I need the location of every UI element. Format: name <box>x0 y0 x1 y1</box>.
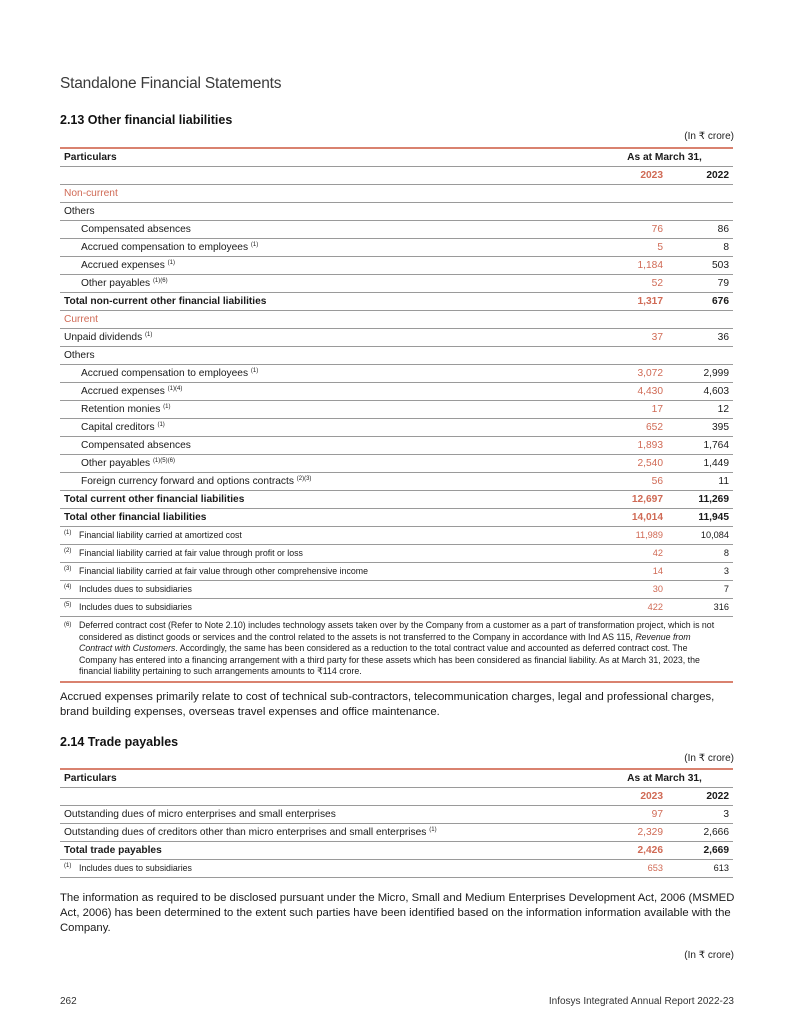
footnote-value-2023: 11,989 <box>596 527 667 545</box>
row-label <box>60 419 596 437</box>
table-row <box>60 239 733 257</box>
value-2023: 56 <box>596 473 667 491</box>
value-2023: 37 <box>596 329 667 347</box>
value-2022 <box>667 203 733 221</box>
value-2022: 86 <box>667 221 733 239</box>
table-row <box>60 401 733 419</box>
row-label-text: Compensated absences <box>81 440 191 451</box>
row-label-text: Other payables <box>81 458 151 469</box>
row-label <box>60 455 596 473</box>
footnote-value-2023: 653 <box>596 860 667 878</box>
value-2023 <box>596 311 667 329</box>
footnote-value-2022: 316 <box>667 599 733 617</box>
note-text-italic: Revenue from Contract with Customers <box>79 631 691 653</box>
col-particulars: Particulars <box>60 148 596 167</box>
unit-label: (In ₹ crore) <box>684 131 734 142</box>
value-2023 <box>596 203 667 221</box>
footnote-key: (2) <box>64 548 72 554</box>
value-2022: 1,764 <box>667 437 733 455</box>
row-label-text: Total non-current other financial liabilities <box>64 296 267 307</box>
section-title-other-financial-liabilities: 2.13 Other financial liabilities <box>60 113 233 127</box>
footnote-label <box>60 581 596 599</box>
section-title-trade-payables: 2.14 Trade payables <box>60 735 179 749</box>
value-2023: 14,014 <box>596 509 667 527</box>
footnote-ref: (1) <box>145 332 153 338</box>
value-2022: 4,603 <box>667 383 733 401</box>
table-year-row <box>60 788 733 806</box>
value-2022: 2,999 <box>667 365 733 383</box>
table-row <box>60 473 733 491</box>
row-label-text: Others <box>64 350 95 361</box>
footnote-label <box>60 545 596 563</box>
row-label <box>60 806 596 824</box>
row-label-text: Accrued expenses <box>81 260 165 271</box>
footnote-ref: (1)(4) <box>167 386 183 392</box>
value-2023: 12,697 <box>596 491 667 509</box>
row-label-text: Accrued expenses <box>81 386 165 397</box>
table-row <box>60 509 733 527</box>
row-label <box>60 257 596 275</box>
value-2023: 17 <box>596 401 667 419</box>
footnote-ref: (1) <box>163 404 171 410</box>
footnote-ref: (1) <box>167 260 176 266</box>
row-label <box>60 491 596 509</box>
row-label <box>60 383 596 401</box>
value-2022: 1,449 <box>667 455 733 473</box>
footnote-ref: (2)(3) <box>296 476 312 482</box>
table-row <box>60 383 733 401</box>
table-row <box>60 347 733 365</box>
unit-label-3: (In ₹ crore) <box>684 950 734 961</box>
page-header-title: Standalone Financial Statements <box>60 75 282 92</box>
row-label <box>60 437 596 455</box>
row-label-text: Accrued compensation to employees <box>81 368 249 379</box>
col-year-2022: 2022 <box>667 167 733 185</box>
table-row <box>60 455 733 473</box>
footnote-ref: (1) <box>250 242 259 248</box>
footnote-label <box>60 860 596 878</box>
table-row <box>60 419 733 437</box>
value-2022: 12 <box>667 401 733 419</box>
table-year-row <box>60 167 733 185</box>
value-2023: 1,893 <box>596 437 667 455</box>
footnote-text: Includes dues to subsidiaries <box>79 863 192 873</box>
footnote-label <box>60 599 596 617</box>
row-label-text: Other payables <box>81 278 151 289</box>
value-2023: 1,317 <box>596 293 667 311</box>
footnote-value-2023: 14 <box>596 563 667 581</box>
col-year-2023: 2023 <box>596 167 667 185</box>
footnote-text: Financial liability carried at fair value through profit or loss <box>79 548 303 558</box>
footnote-text: Includes dues to subsidiaries <box>79 602 192 612</box>
footnote-row <box>60 563 733 581</box>
row-label-text: Non-current <box>64 188 118 199</box>
footnote-key: (1) <box>64 863 72 869</box>
value-2022: 395 <box>667 419 733 437</box>
footnote-ref: (1)(5)(6) <box>152 458 175 464</box>
report-title: Infosys Integrated Annual Report 2022-23 <box>548 996 734 1007</box>
value-2022: 8 <box>667 239 733 257</box>
row-label <box>60 401 596 419</box>
footnote-row <box>60 527 733 545</box>
row-label <box>60 203 596 221</box>
footnote-row <box>60 581 733 599</box>
col-year-2023: 2023 <box>596 788 667 806</box>
footnote-value-2022: 8 <box>667 545 733 563</box>
table-row <box>60 293 733 311</box>
paragraph-msmed: The information as required to be disclosed pursuant under the Micro, Small and Medium Enterprises Development Act, 2006 (MSMED Act, 2006) has been determined to the extent such parties have been identified based on the information information available with the Company. <box>60 892 735 934</box>
row-label-text: Retention monies <box>81 404 161 415</box>
footnote-row <box>60 545 733 563</box>
unit-label-2: (In ₹ crore) <box>684 753 734 764</box>
row-label <box>60 842 596 860</box>
row-label-text: Total current other financial liabilities <box>64 494 245 505</box>
row-label-text: Outstanding dues of micro enterprises and small enterprises <box>64 809 336 820</box>
footnote-note-body <box>79 620 724 678</box>
value-2023: 652 <box>596 419 667 437</box>
footnote-label <box>60 527 596 545</box>
value-2023: 97 <box>596 806 667 824</box>
value-2023: 52 <box>596 275 667 293</box>
row-label-text: Outstanding dues of creditors other than micro enterprises and small enterprises <box>64 827 427 838</box>
trade-payables-table <box>60 768 733 878</box>
footnote-key: (5) <box>64 602 72 608</box>
footnote-ref: (1)(6) <box>152 278 168 284</box>
row-label <box>60 221 596 239</box>
table-row <box>60 275 733 293</box>
row-label-text: Foreign currency forward and options contracts <box>81 476 294 487</box>
table-row <box>60 491 733 509</box>
page-number: 262 <box>60 996 77 1007</box>
footnote-key: (1) <box>64 530 72 536</box>
row-label-text: Others <box>64 206 95 217</box>
row-label-text: Accrued compensation to employees <box>81 242 249 253</box>
table-row <box>60 329 733 347</box>
table-row <box>60 824 733 842</box>
other-financial-liabilities-table <box>60 147 733 683</box>
table-row <box>60 221 733 239</box>
row-label <box>60 311 596 329</box>
row-label-text: Total trade payables <box>64 845 162 856</box>
footnote-ref: (1) <box>429 827 437 833</box>
footnote-value-2022: 10,084 <box>667 527 733 545</box>
footnote-value-2023: 422 <box>596 599 667 617</box>
table-row <box>60 311 733 329</box>
value-2023: 3,072 <box>596 365 667 383</box>
row-label <box>60 185 596 203</box>
table-header-row <box>60 148 733 167</box>
footnote-text: Includes dues to subsidiaries <box>79 584 192 594</box>
value-2022: 2,669 <box>667 842 733 860</box>
row-label <box>60 329 596 347</box>
value-2022: 676 <box>667 293 733 311</box>
value-2022: 3 <box>667 806 733 824</box>
row-label <box>60 473 596 491</box>
col-particulars: Particulars <box>60 769 596 788</box>
value-2023: 2,329 <box>596 824 667 842</box>
footnote-label <box>60 563 596 581</box>
row-label-text: Capital creditors <box>81 422 155 433</box>
table-row <box>60 185 733 203</box>
footnote-key: (3) <box>64 566 72 572</box>
value-2023: 2,426 <box>596 842 667 860</box>
table-row <box>60 203 733 221</box>
value-2023: 1,184 <box>596 257 667 275</box>
row-label-text: Unpaid dividends <box>64 332 143 343</box>
footnote-value-2023: 30 <box>596 581 667 599</box>
value-2023 <box>596 185 667 203</box>
footnote-value-2022: 613 <box>667 860 733 878</box>
footnote-note-row <box>60 617 733 682</box>
row-label <box>60 365 596 383</box>
value-2022: 2,666 <box>667 824 733 842</box>
footnote-key: (6) <box>64 622 72 628</box>
col-as-at: As at March 31, <box>596 148 733 167</box>
row-label-text: Compensated absences <box>81 224 191 235</box>
value-2023 <box>596 347 667 365</box>
row-label <box>60 293 596 311</box>
value-2022: 11,269 <box>667 491 733 509</box>
value-2022: 11 <box>667 473 733 491</box>
col-year-2022: 2022 <box>667 788 733 806</box>
value-2023: 76 <box>596 221 667 239</box>
value-2022 <box>667 185 733 203</box>
footnote-text: Financial liability carried at amortized cost <box>79 530 242 540</box>
table-row <box>60 257 733 275</box>
table-row <box>60 842 733 860</box>
footnote-value-2023: 42 <box>596 545 667 563</box>
value-2022 <box>667 347 733 365</box>
footnote-row <box>60 599 733 617</box>
value-2022 <box>667 311 733 329</box>
note-text: . Accordingly, the same has been considered as a reduction to the total contract value and accounted as deferred contract cost. The Company has entered into a financing arrangement with a third party for these assets which has been considered as financial liability. As at March 31, 2023, the financial liability pertaining to such arrangements amounts to ₹114 crore. <box>79 643 700 676</box>
footnote-value-2022: 3 <box>667 563 733 581</box>
row-label <box>60 509 596 527</box>
table-row <box>60 806 733 824</box>
footnote-ref: (1) <box>157 422 165 428</box>
value-2022: 36 <box>667 329 733 347</box>
value-2023: 4,430 <box>596 383 667 401</box>
value-2022: 503 <box>667 257 733 275</box>
row-label-text: Total other financial liabilities <box>64 512 207 523</box>
paragraph-accrued-expenses: Accrued expenses primarily relate to cost of technical sub-contractors, telecommunication charges, legal and professional charges, brand building expenses, overseas travel expenses and office maintenance. <box>60 691 715 718</box>
row-label-text: Current <box>64 314 98 325</box>
value-2023: 5 <box>596 239 667 257</box>
footnote-row <box>60 860 733 878</box>
table-row <box>60 365 733 383</box>
note-text: Deferred contract cost (Refer to Note 2.10) includes technology assets taken over by the Company from a customer as a part of transformation project, which is not considered as distinct goods or services and the control related to the assets is not transferred to the Company in accordance with Ind AS 115, <box>79 620 715 642</box>
footnote-ref: (1) <box>250 368 259 374</box>
table-row <box>60 437 733 455</box>
value-2022: 11,945 <box>667 509 733 527</box>
value-2023: 2,540 <box>596 455 667 473</box>
row-label <box>60 347 596 365</box>
row-label <box>60 239 596 257</box>
table-header-row <box>60 769 733 788</box>
footnote-key: (4) <box>64 584 72 590</box>
value-2022: 79 <box>667 275 733 293</box>
row-label <box>60 824 596 842</box>
footnote-text: Financial liability carried at fair value through other comprehensive income <box>79 566 368 576</box>
col-as-at: As at March 31, <box>596 769 733 788</box>
footnote-value-2022: 7 <box>667 581 733 599</box>
row-label <box>60 275 596 293</box>
footnote-note <box>60 617 733 682</box>
